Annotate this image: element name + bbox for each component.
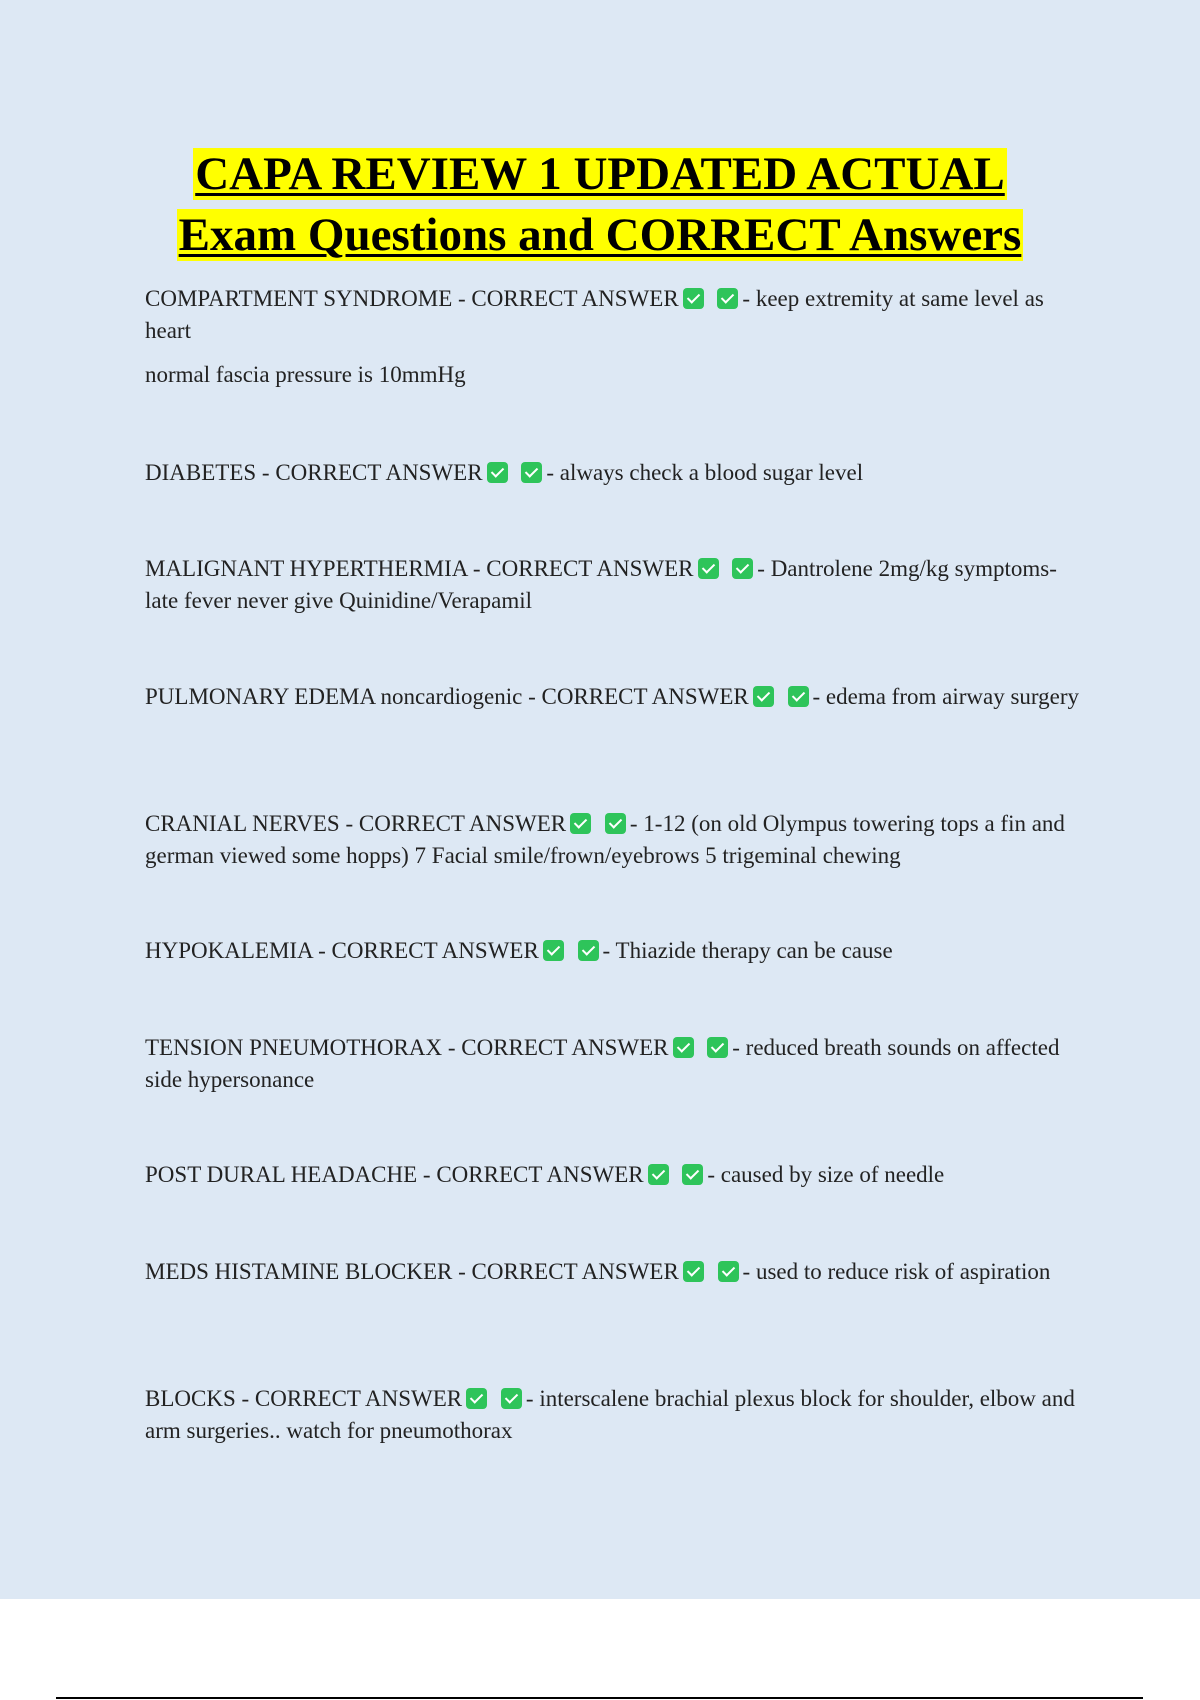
entry-answer: - Dantrolene 2mg/kg symptoms-late fever never give Quinidine/Verapamil xyxy=(145,556,1057,613)
check-mark-icon xyxy=(673,1037,694,1058)
check-mark-icon xyxy=(683,1261,704,1282)
check-mark-icon xyxy=(648,1164,669,1185)
check-mark-icon xyxy=(605,813,626,834)
qa-entry-blocks xyxy=(145,1383,1090,1447)
title-line-2: Exam Questions and CORRECT Answers xyxy=(178,209,1022,261)
check-mark-icon xyxy=(466,1388,487,1409)
entry-answer: - keep extremity at same level as heart xyxy=(145,286,1044,343)
entry-answer: - interscalene brachial plexus block for shoulder, elbow and arm surgeries.. watch for pneumothorax xyxy=(145,1386,1075,1443)
entry-term: POST DURAL HEADACHE - CORRECT ANSWER xyxy=(145,1162,644,1187)
qa-entry-malignant-hyperthermia xyxy=(145,553,1090,617)
check-mark-icon xyxy=(487,462,508,483)
entry-term: MEDS HISTAMINE BLOCKER - CORRECT ANSWER xyxy=(145,1259,679,1284)
qa-entry-diabetes xyxy=(145,457,1090,489)
entry-answer: - 1-12 (on old Olympus towering tops a fin and german viewed some hopps) 7 Facial smile/frown/eyebrows 5 trigeminal chewing xyxy=(145,811,1065,868)
qa-entry-meds-histamine-blocker xyxy=(145,1256,1090,1288)
check-mark-icon xyxy=(683,288,704,309)
check-mark-icon xyxy=(753,686,774,707)
entry-answer: - Thiazide therapy can be cause xyxy=(602,938,893,963)
check-mark-icon xyxy=(732,558,753,579)
entry-answer: - always check a blood sugar level xyxy=(546,460,864,485)
qa-entry-pulmonary-edema xyxy=(145,681,1090,713)
qa-entry-compartment-syndrome xyxy=(145,283,1090,391)
check-mark-icon xyxy=(570,813,591,834)
document-title xyxy=(0,144,1200,266)
entry-answer: - reduced breath sounds on affected side hypersonance xyxy=(145,1035,1060,1092)
entry-term: DIABETES - CORRECT ANSWER xyxy=(145,460,483,485)
entry-term: TENSION PNEUMOTHORAX - CORRECT ANSWER xyxy=(145,1035,669,1060)
check-mark-icon xyxy=(698,558,719,579)
check-mark-icon xyxy=(501,1388,522,1409)
check-mark-icon xyxy=(788,686,809,707)
qa-entry-tension-pneumothorax xyxy=(145,1032,1090,1096)
check-mark-icon xyxy=(717,288,738,309)
entry-answer: - used to reduce risk of aspiration xyxy=(742,1259,1051,1284)
title-line-1: CAPA REVIEW 1 UPDATED ACTUAL xyxy=(195,148,1005,200)
entry-term: PULMONARY EDEMA noncardiogenic - CORRECT ANSWER xyxy=(145,684,749,709)
check-mark-icon xyxy=(521,462,542,483)
entry-term: MALIGNANT HYPERTHERMIA - CORRECT ANSWER xyxy=(145,556,694,581)
entry-term: BLOCKS - CORRECT ANSWER xyxy=(145,1386,463,1411)
footer-divider xyxy=(56,1697,1143,1699)
qa-entry-cranial-nerves xyxy=(145,808,1090,872)
entry-term: COMPARTMENT SYNDROME - CORRECT ANSWER xyxy=(145,286,679,311)
qa-entry-hypokalemia xyxy=(145,935,1090,967)
check-mark-icon xyxy=(707,1037,728,1058)
entry-answer: - edema from airway surgery xyxy=(812,684,1080,709)
qa-entry-post-dural-headache xyxy=(145,1159,1090,1191)
check-mark-icon xyxy=(682,1164,703,1185)
entry-term: HYPOKALEMIA - CORRECT ANSWER xyxy=(145,938,539,963)
check-mark-icon xyxy=(718,1261,739,1282)
entry-extra-note: normal fascia pressure is 10mmHg xyxy=(145,362,466,387)
check-mark-icon xyxy=(578,940,599,961)
entry-term: CRANIAL NERVES - CORRECT ANSWER xyxy=(145,811,567,836)
entry-answer: - caused by size of needle xyxy=(707,1162,945,1187)
check-mark-icon xyxy=(543,940,564,961)
